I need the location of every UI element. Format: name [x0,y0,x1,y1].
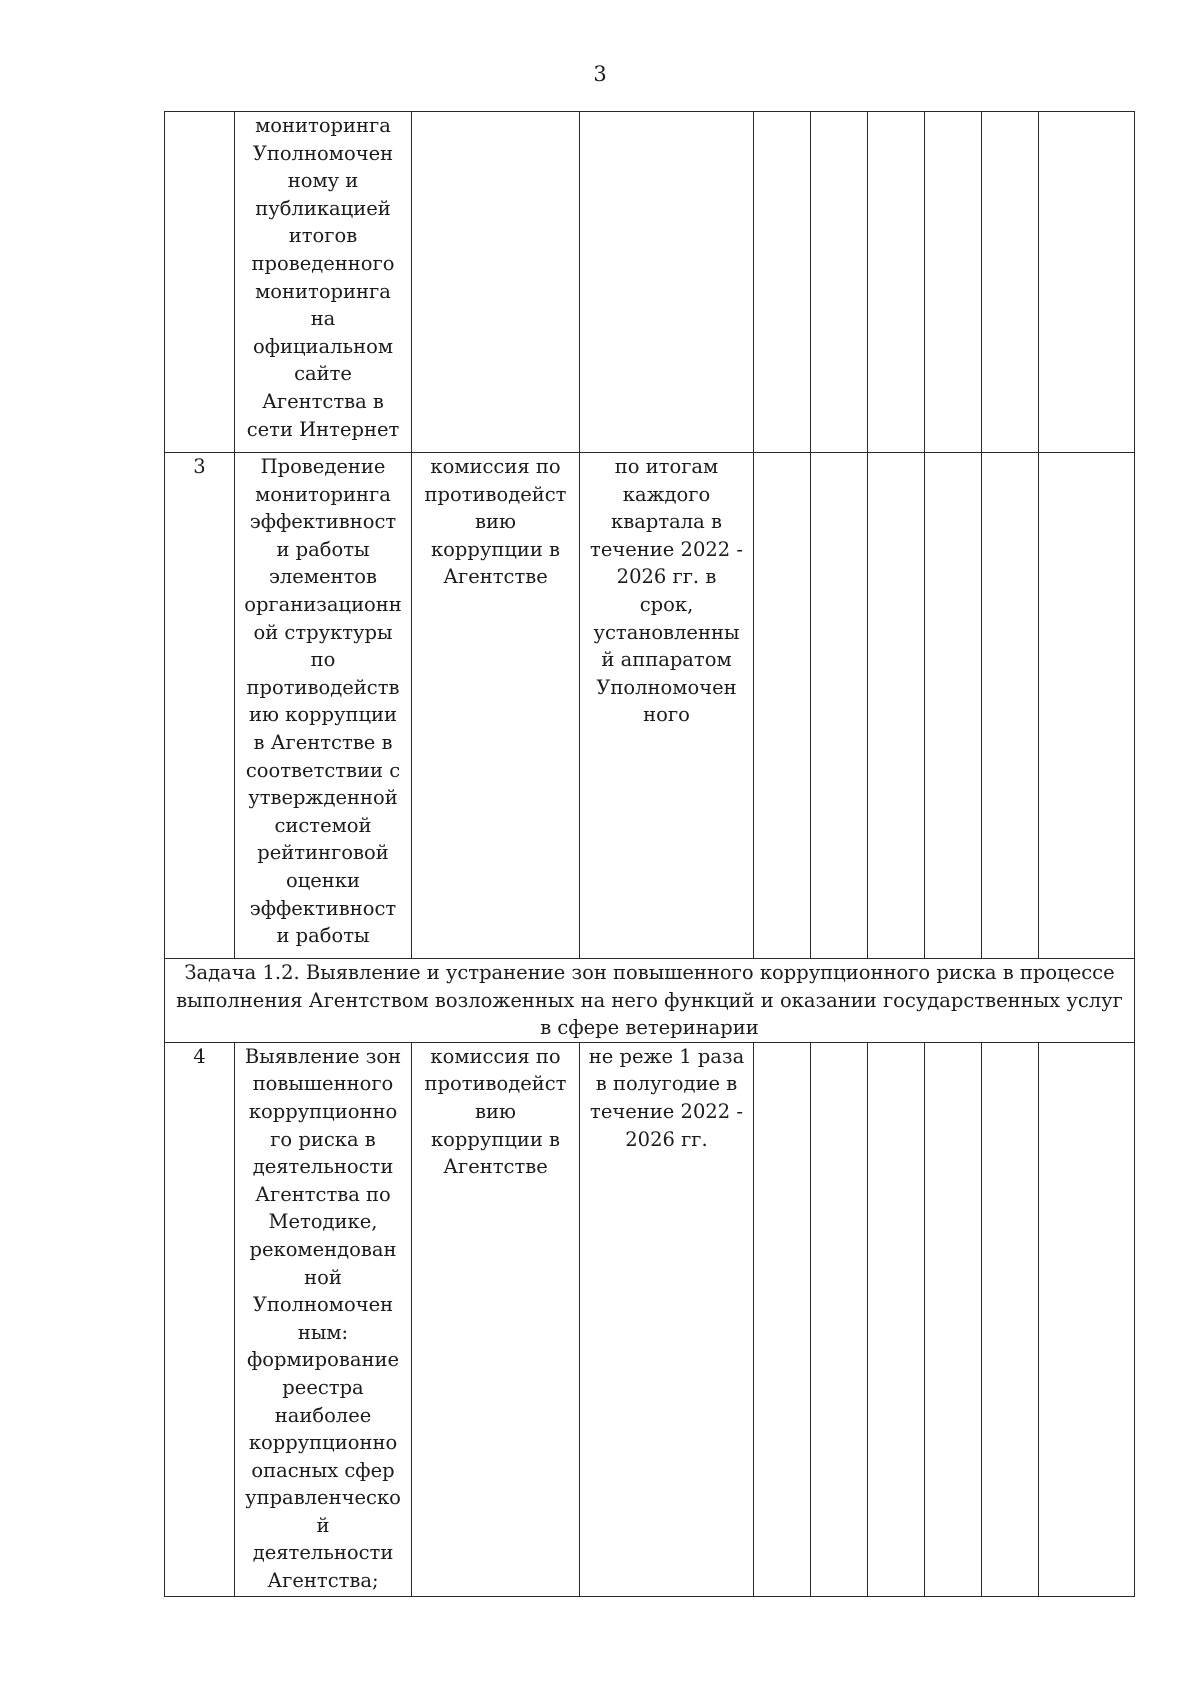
deadline-cell: по итогам каждого квартала в течение 2022 - 2026 гг. в срок, установленны й аппаратом Уполномочен ного [580,453,754,959]
empty-cell [925,112,982,453]
deadline-cell [580,112,754,453]
activity-cell: мониторинга Уполномочен ному и публикацией итогов проведенного мониторинга на официальном сайте Агентства в сети Интернет [235,112,412,453]
empty-cell [868,453,925,959]
deadline-cell: не реже 1 раза в полугодие в течение 2022 - 2026 гг. [580,1042,754,1596]
empty-cell [982,1042,1039,1596]
empty-cell [925,1042,982,1596]
empty-cell [1039,112,1135,453]
row-number-cell [165,112,235,453]
task-header-row [165,959,1135,1043]
row-number-cell: 3 [165,453,235,959]
empty-cell [1039,1042,1135,1596]
responsible-cell [412,112,580,453]
empty-cell [982,112,1039,453]
table-row [165,112,1135,453]
anticorruption-plan-table [164,111,1135,1597]
empty-cell [754,112,811,453]
responsible-cell: комиссия по противодейст вию коррупции в Агентстве [412,1042,580,1596]
empty-cell [925,453,982,959]
page-number: 3 [593,62,607,86]
activity-cell: Проведение мониторинга эффективност и работы элементов организационн ой структуры по противодейств ию коррупции в Агентстве в соответствии с утвержденной системой рейтинговой оценки эффективност и работы [235,453,412,959]
empty-cell [868,1042,925,1596]
empty-cell [754,1042,811,1596]
table-row [165,1042,1135,1596]
empty-cell [811,453,868,959]
empty-cell [1039,453,1135,959]
empty-cell [754,453,811,959]
activity-cell: Выявление зон повышенного коррупционно го риска в деятельности Агентства по Методике, рекомендован ной Уполномочен ным: формирование реестра наиболее коррупционно опасных сфер управленческо й деятельности Агентства; [235,1042,412,1596]
task-heading: Задача 1.2. Выявление и устранение зон повышенного коррупционного риска в процессе выполнения Агентством возложенных на него функций и оказании государственных услуг в сфере ветеринарии [165,959,1135,1043]
empty-cell [982,453,1039,959]
empty-cell [811,112,868,453]
empty-cell [811,1042,868,1596]
responsible-cell: комиссия по противодейст вию коррупции в Агентстве [412,453,580,959]
table-row [165,453,1135,959]
row-number-cell: 4 [165,1042,235,1596]
empty-cell [868,112,925,453]
